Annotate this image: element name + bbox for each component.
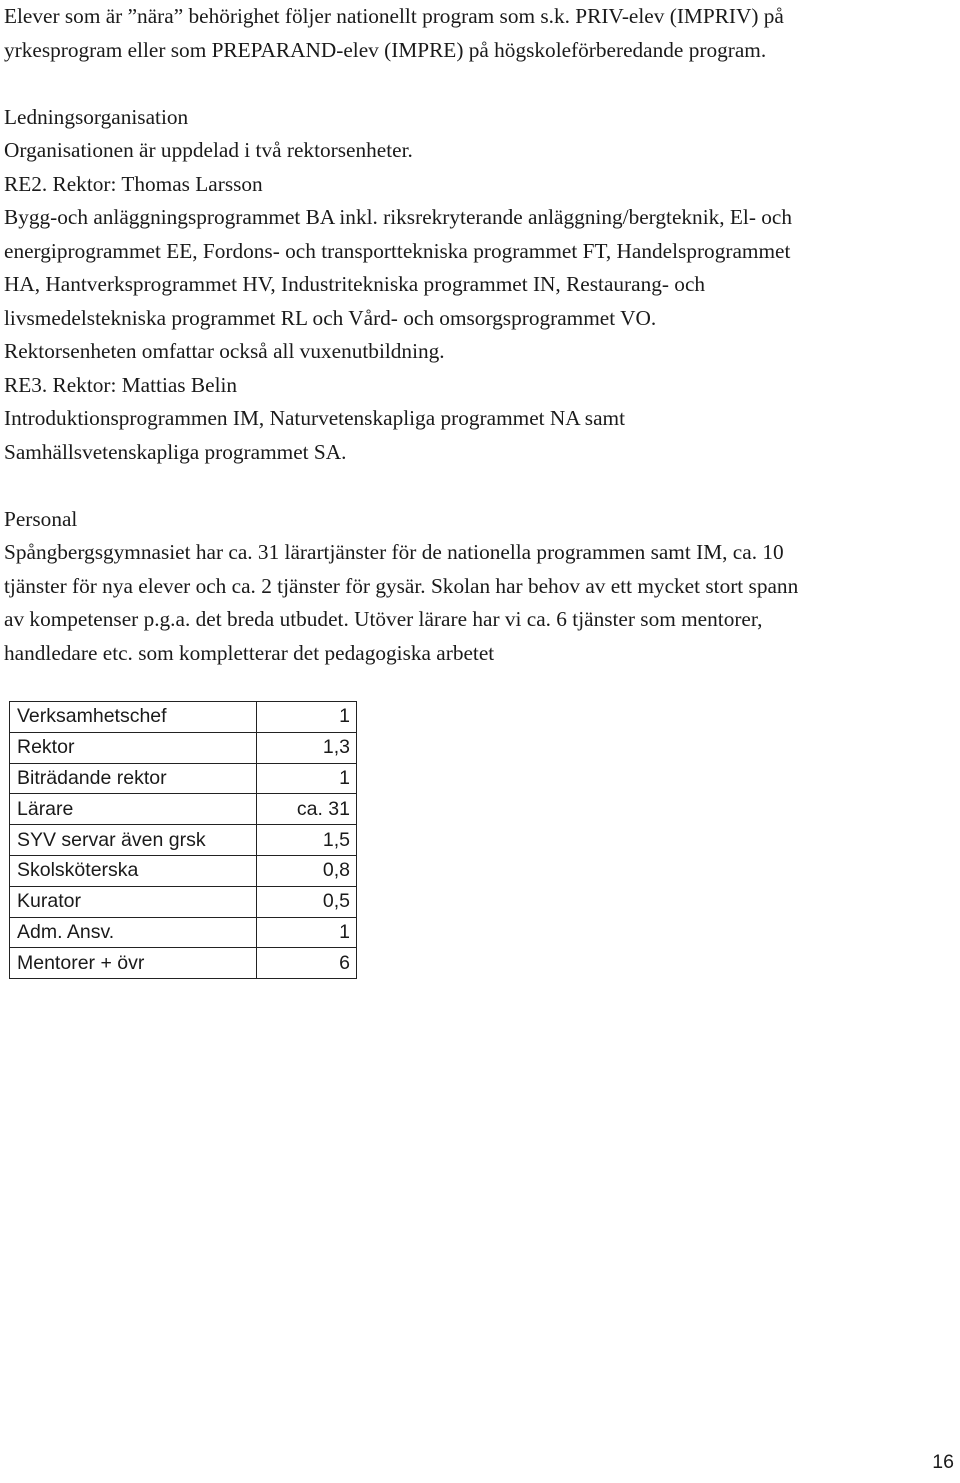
- personal-heading: Personal: [4, 506, 78, 531]
- leadership-line-9: Introduktionsprogrammen IM, Naturvetenskapliga programmet NA samt: [4, 406, 626, 430]
- table-row: [10, 948, 357, 979]
- leadership-line-2: RE2. Rektor: Thomas Larsson: [4, 171, 263, 196]
- intro-line-2: yrkesprogram eller som PREPARAND-elev (IMPRE) på högskoleförberedande program.: [4, 37, 767, 62]
- value-cell: 1,3: [257, 732, 357, 763]
- intro-paragraph: [4, 0, 954, 67]
- personal-line-4: handledare etc. som kompletterar det pedagogiska arbetet: [4, 640, 495, 665]
- value-cell: 6: [257, 948, 357, 979]
- paragraph-spacer: [4, 469, 954, 503]
- personal-line-1: Spångbergsgymnasiet har ca. 31 lärartjänster för de nationella programmen samt IM, ca. 10: [4, 540, 784, 564]
- role-cell: Biträdande rektor: [10, 763, 257, 794]
- table-row: [10, 917, 357, 948]
- role-cell: Adm. Ansv.: [10, 917, 257, 948]
- page-number: 16: [932, 1451, 954, 1473]
- intro-line-1: Elever som är ”nära” behörighet följer nationellt program som s.k. PRIV-elev (IMPRIV) på: [4, 4, 784, 28]
- personal-line-2: tjänster för nya elever och ca. 2 tjänster för gysär. Skolan har behov av ett mycket stort spann: [4, 573, 799, 598]
- personal-section: [4, 503, 954, 671]
- staff-table: [9, 701, 357, 979]
- table-row: [10, 825, 357, 856]
- leadership-line-8: RE3. Rektor: Mattias Belin: [4, 372, 238, 397]
- value-cell: 0,8: [257, 855, 357, 886]
- leadership-line-4: energiprogrammet EE, Fordons- och transporttekniska programmet FT, Handelsprogrammet: [4, 238, 791, 263]
- leadership-line-5: HA, Hantverksprogrammet HV, Industritekniska programmet IN, Restaurang- och: [4, 272, 706, 296]
- document-page: [4, 0, 954, 670]
- role-cell: SYV servar även grsk: [10, 825, 257, 856]
- table-row: [10, 732, 357, 763]
- table-row: [10, 702, 357, 733]
- value-cell: 1,5: [257, 825, 357, 856]
- table-row: [10, 855, 357, 886]
- table-row: [10, 763, 357, 794]
- role-cell: Rektor: [10, 732, 257, 763]
- leadership-line-6: livsmedelstekniska programmet RL och Vård- och omsorgsprogrammet VO.: [4, 305, 657, 330]
- value-cell: 0,5: [257, 886, 357, 917]
- leadership-section: [4, 101, 954, 470]
- value-cell: 1: [257, 917, 357, 948]
- table-row: [10, 886, 357, 917]
- role-cell: Verksamhetschef: [10, 702, 257, 733]
- value-cell: 1: [257, 763, 357, 794]
- role-cell: Skolsköterska: [10, 855, 257, 886]
- leadership-line-7: Rektorsenheten omfattar också all vuxenutbildning.: [4, 339, 445, 363]
- value-cell: ca. 31: [257, 794, 357, 825]
- leadership-line-1: Organisationen är uppdelad i två rektorsenheter.: [4, 138, 413, 162]
- role-cell: Kurator: [10, 886, 257, 917]
- leadership-line-10: Samhällsvetenskapliga programmet SA.: [4, 439, 347, 464]
- leadership-heading: Ledningsorganisation: [4, 104, 189, 129]
- personal-line-3: av kompetenser p.g.a. det breda utbudet. Utöver lärare har vi ca. 6 tjänster som mentorer,: [4, 607, 763, 631]
- leadership-line-3: Bygg-och anläggningsprogrammet BA inkl. riksrekryterande anläggning/bergteknik, El- och: [4, 205, 792, 229]
- role-cell: Mentorer + övr: [10, 948, 257, 979]
- value-cell: 1: [257, 702, 357, 733]
- role-cell: Lärare: [10, 794, 257, 825]
- paragraph-spacer: [4, 67, 954, 101]
- table-row: [10, 794, 357, 825]
